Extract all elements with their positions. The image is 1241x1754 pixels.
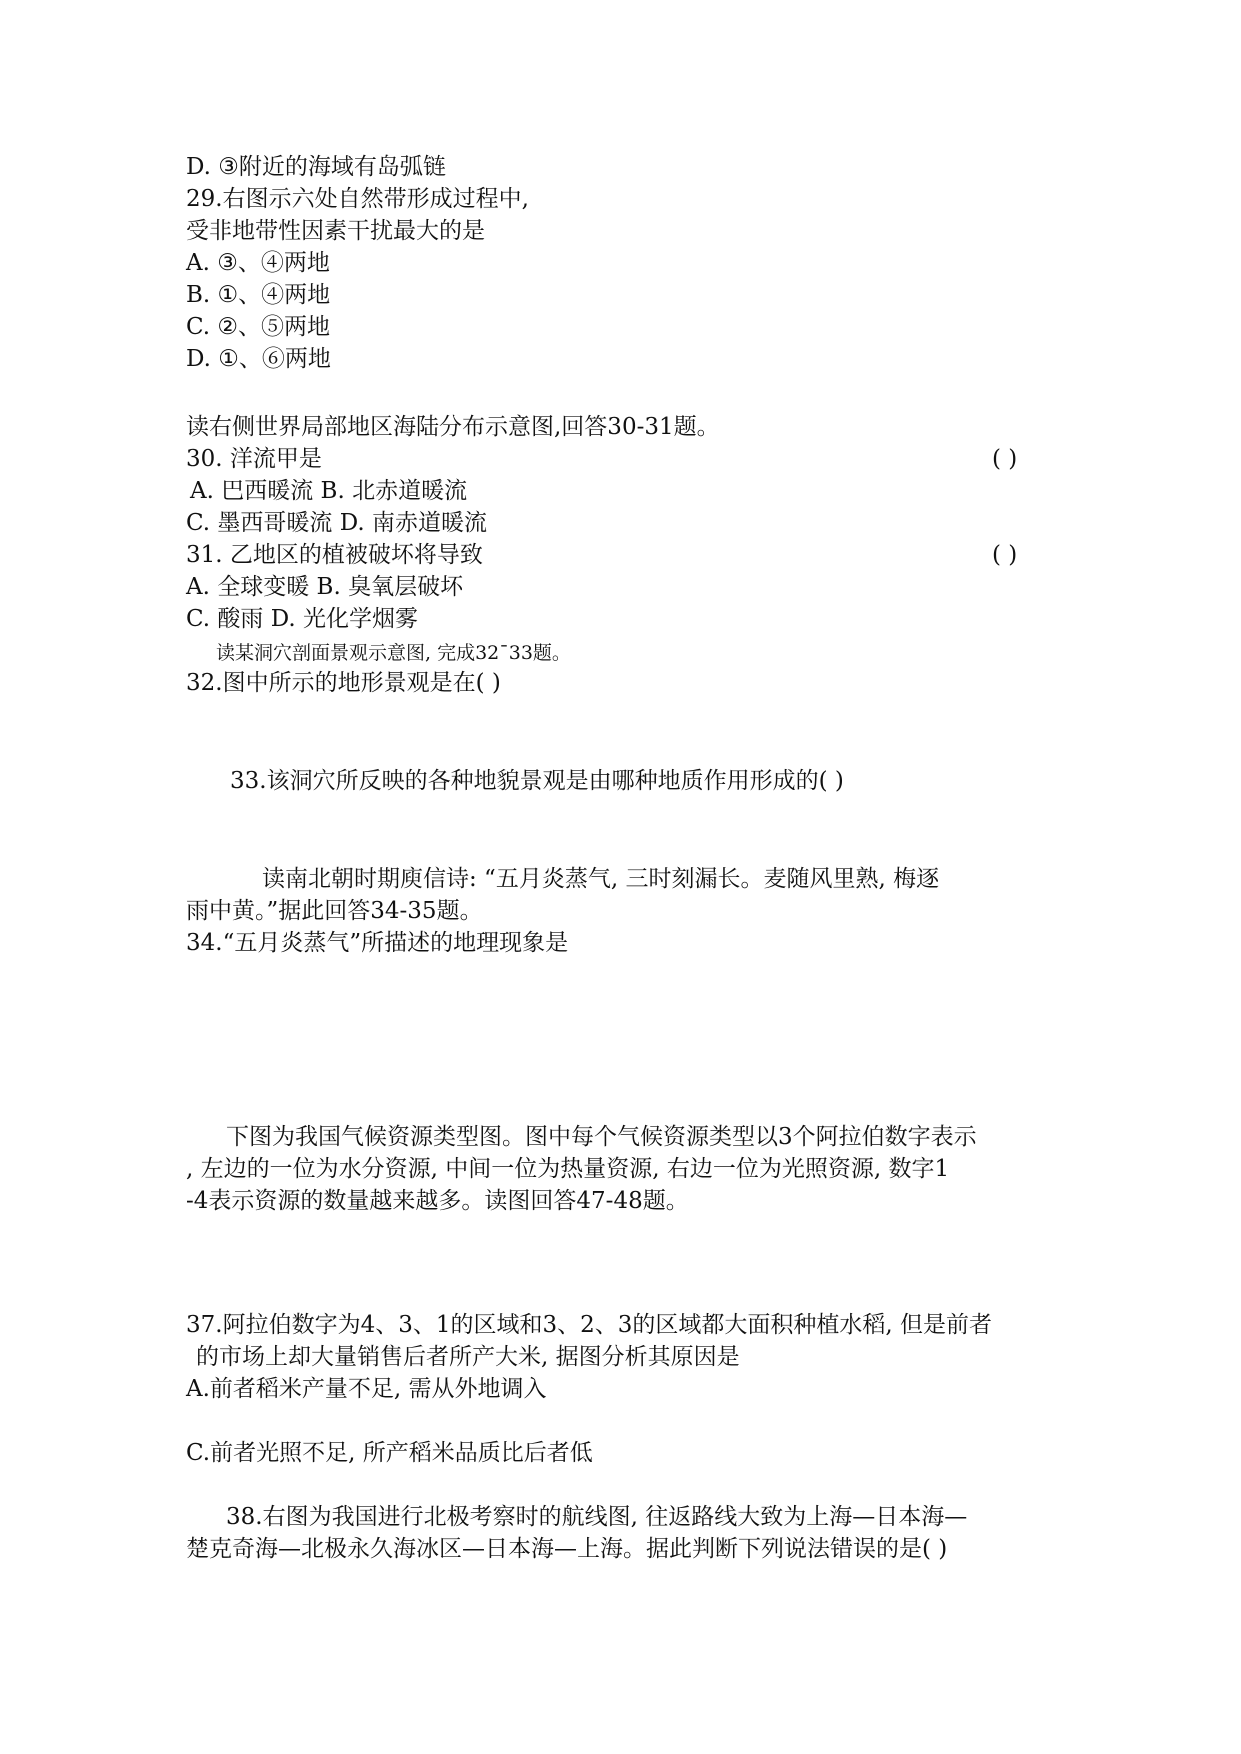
- q30-stem: 30. 洋流甲是: [186, 446, 322, 472]
- intro-30-31: 读右侧世界局部地区海陆分布示意图,回答30-31题。: [186, 414, 720, 440]
- q29-option-b: B. ①、④两地: [186, 282, 331, 308]
- q29-option-c: C. ②、⑤两地: [186, 314, 331, 340]
- poem-line1: 读南北朝时期庾信诗: “五月炎蒸气, 三时刻漏长。麦随风里熟, 梅逐: [262, 866, 940, 892]
- q33-stem: 33.该洞穴所反映的各种地貌景观是由哪种地质作用形成的( ): [230, 768, 844, 794]
- q34-stem: 34.“五月炎蒸气”所描述的地理现象是: [186, 930, 569, 956]
- q29-stem-line2: 受非地带性因素干扰最大的是: [186, 218, 485, 244]
- q32-stem: 32.图中所示的地形景观是在( ): [186, 670, 501, 696]
- poem-line2: 雨中黄。”据此回答34-35题。: [186, 898, 483, 924]
- intro-32-33: 读某洞穴剖面景观示意图, 完成32¯33题。: [216, 642, 571, 664]
- q30-answer-paren: ( ): [992, 446, 1018, 472]
- q38-stem-line1: 38.右图为我国进行北极考察时的航线图, 往返路线大致为上海—日本海—: [226, 1504, 968, 1530]
- q31-answer-paren: ( ): [992, 542, 1018, 568]
- q37-option-a: A.前者稻米产量不足, 需从外地调入: [186, 1376, 547, 1402]
- q29-stem-line1: 29.右图示六处自然带形成过程中,: [186, 186, 529, 212]
- q29-option-d: D. ①、⑥两地: [186, 346, 331, 372]
- climate-intro-line2: , 左边的一位为水分资源, 中间一位为热量资源, 右边一位为光照资源, 数字1: [186, 1156, 950, 1182]
- q37-stem-line2: 的市场上却大量销售后者所产大米, 据图分析其原因是: [196, 1344, 740, 1370]
- climate-intro-line1: 下图为我国气候资源类型图。图中每个气候资源类型以3个阿拉伯数字表示: [226, 1124, 977, 1150]
- q31-options-cd: C. 酸雨 D. 光化学烟雾: [186, 606, 418, 632]
- q30-options-cd: C. 墨西哥暖流 D. 南赤道暖流: [186, 510, 487, 536]
- climate-intro-line3: -4表示资源的数量越来越多。读图回答47-48题。: [186, 1188, 689, 1214]
- q37-stem-line1: 37.阿拉伯数字为4、3、1的区域和3、2、3的区域都大面积种植水稻, 但是前者: [186, 1312, 992, 1338]
- q31-options-ab: A. 全球变暖 B. 臭氧层破坏: [186, 574, 464, 600]
- q38-stem-line2: 楚克奇海—北极永久海冰区—日本海—上海。据此判断下列说法错误的是( ): [186, 1536, 948, 1562]
- q31-stem: 31. 乙地区的植被破坏将导致: [186, 542, 483, 568]
- q30-options-ab: A. 巴西暖流 B. 北赤道暖流: [190, 478, 468, 504]
- q29-option-a: A. ③、④两地: [186, 250, 330, 276]
- q37-option-c: C.前者光照不足, 所产稻米品质比后者低: [186, 1440, 593, 1466]
- q28-option-d: D. ③附近的海域有岛弧链: [186, 154, 446, 180]
